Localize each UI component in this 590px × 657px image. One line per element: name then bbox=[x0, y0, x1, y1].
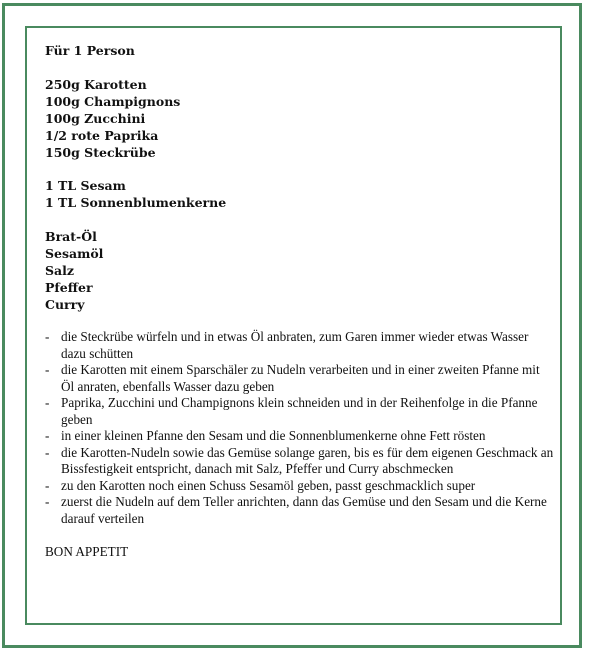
ingredient-line: Curry bbox=[45, 296, 85, 312]
step-item bbox=[45, 395, 555, 428]
step-item bbox=[45, 329, 555, 362]
ingredient-line: Salz bbox=[45, 262, 74, 278]
bullet-dash: - bbox=[45, 477, 50, 493]
seasonings-list bbox=[45, 228, 555, 313]
step-text: die Steckrübe würfeln und in etwas Öl anbraten, zum Garen immer wieder etwas Wasser dazu schütten bbox=[61, 329, 529, 361]
step-text: zu den Karotten noch einen Schuss Sesamöl geben, passt geschmacklich super bbox=[61, 477, 476, 493]
vegetables-list bbox=[45, 76, 555, 161]
ingredient-line: Brat-Öl bbox=[45, 228, 97, 244]
bullet-dash: - bbox=[45, 362, 50, 377]
step-item bbox=[45, 428, 555, 445]
step-text: die Karotten-Nudeln sowie das Gemüse solange garen, bis es für dem eigenen Geschmack an Bissfestigkeit entspricht, danach mit Salz, Pfeffer und Curry abschmecken bbox=[61, 444, 554, 476]
serving-line: Für 1 Person bbox=[45, 43, 135, 58]
bullet-dash: - bbox=[45, 329, 50, 344]
step-text: Paprika, Zucchini und Champignons klein schneiden und in der Reihenfolge in die Pfanne geben bbox=[61, 395, 538, 427]
ingredient-line: 150g Steckrübe bbox=[45, 144, 156, 160]
seeds-list bbox=[45, 177, 555, 211]
step-item bbox=[45, 362, 555, 395]
ingredient-line: 1 TL Sonnenblumenkerne bbox=[45, 195, 227, 210]
recipe-card bbox=[45, 42, 555, 560]
step-text: die Karotten mit einem Sparschäler zu Nudeln verarbeiten und in einer zweiten Pfanne mit Öl anraten, ebenfalls Wasser dazu geben bbox=[61, 362, 540, 394]
step-text: zuerst die Nudeln auf dem Teller anrichten, dann das Gemüse und den Sesam und die Kerne darauf verteilen bbox=[61, 494, 547, 526]
ingredient-line: Pfeffer bbox=[45, 279, 93, 295]
step-item bbox=[45, 445, 555, 478]
bullet-dash: - bbox=[45, 428, 50, 443]
bullet-dash: - bbox=[45, 494, 50, 509]
step-item bbox=[45, 478, 555, 495]
ingredient-line: Sesamöl bbox=[45, 245, 104, 261]
bullet-dash: - bbox=[45, 395, 50, 410]
closing-text: BON APPETIT bbox=[45, 543, 129, 559]
bullet-dash: - bbox=[45, 444, 50, 460]
ingredient-line: 250g Karotten bbox=[45, 76, 147, 92]
ingredient-line: 100g Zucchini bbox=[45, 110, 146, 126]
step-text: in einer kleinen Pfanne den Sesam und die Sonnenblumenkerne ohne Fett rösten bbox=[61, 428, 486, 443]
ingredient-line: 100g Champignons bbox=[45, 93, 181, 109]
step-item bbox=[45, 494, 555, 527]
steps-list bbox=[45, 329, 555, 527]
ingredient-line: 1 TL Sesam bbox=[45, 178, 126, 193]
ingredient-line: 1/2 rote Paprika bbox=[45, 127, 159, 143]
